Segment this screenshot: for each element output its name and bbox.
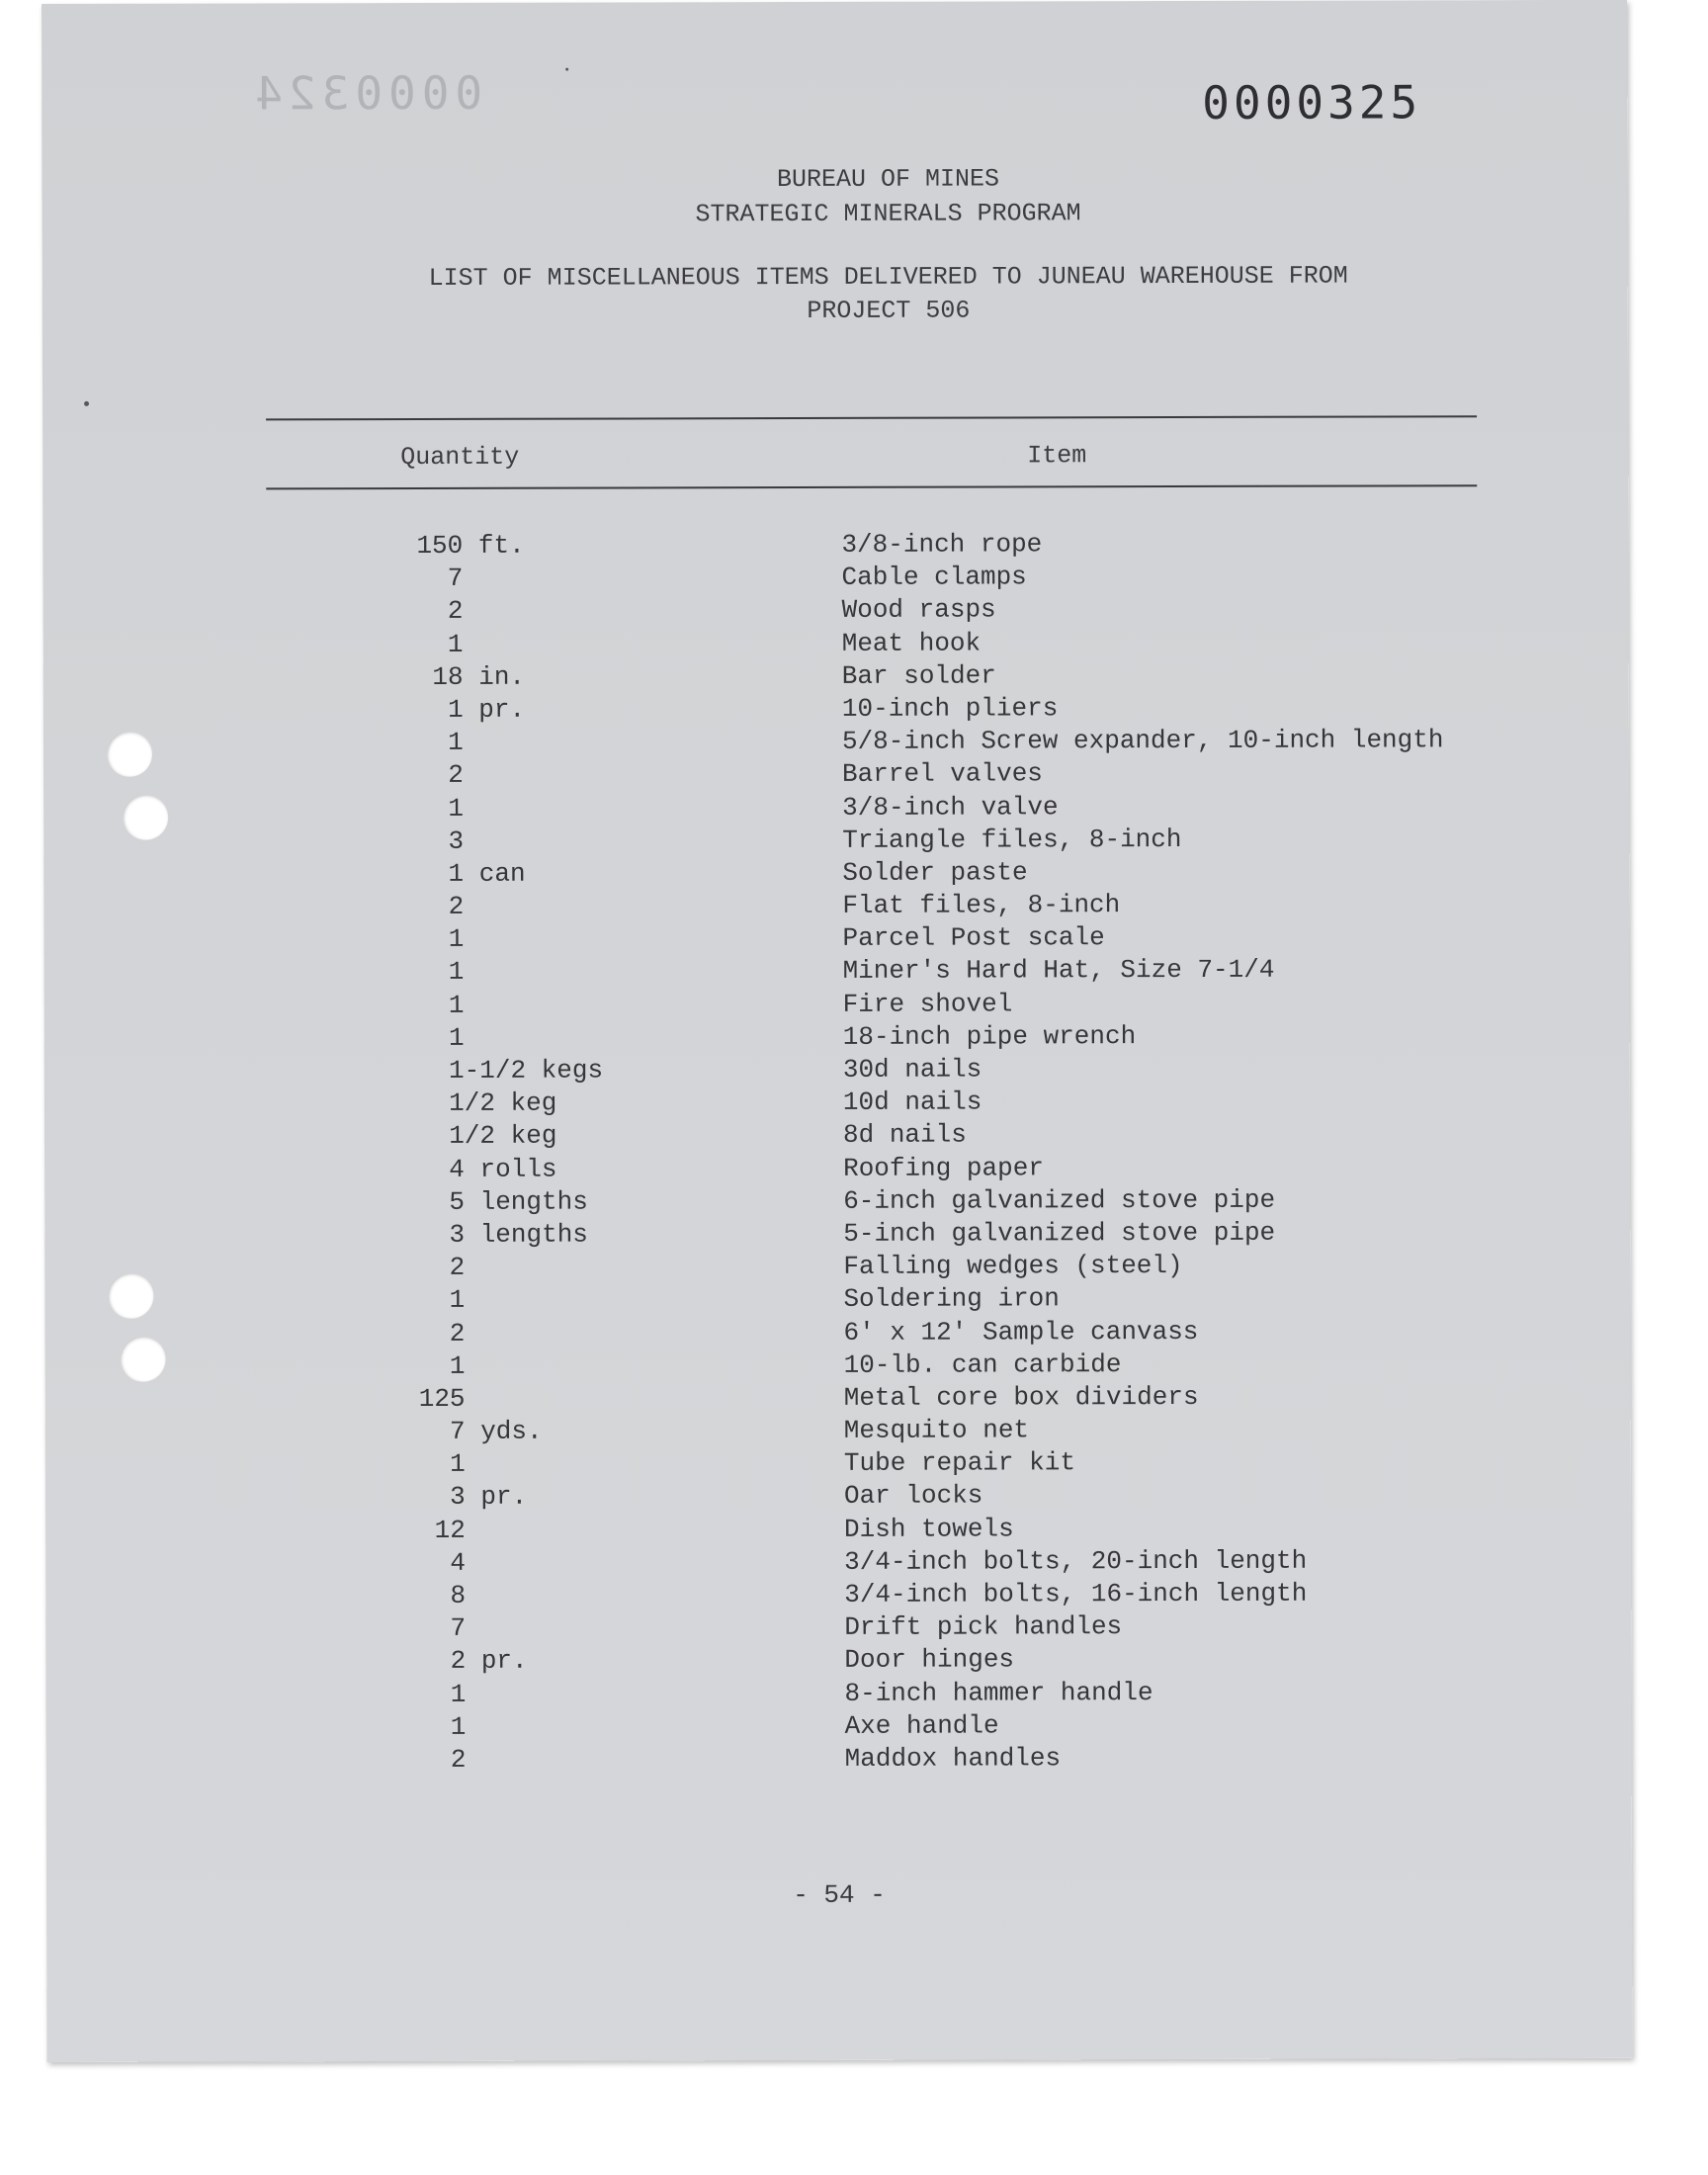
quantity-cell: 2 xyxy=(417,760,464,791)
item-cell: 6' x 12' Sample canvass xyxy=(843,1316,1199,1348)
paper-speck xyxy=(84,401,89,406)
item-cell: Bar solder xyxy=(841,660,996,691)
punch-hole xyxy=(121,1337,166,1382)
item-cell: 5/8-inch Screw expander, 10-inch length xyxy=(841,725,1444,757)
table-row xyxy=(43,856,1629,893)
item-cell: 3/4-inch bolts, 20-inch length xyxy=(844,1545,1308,1577)
quantity-cell: 3 xyxy=(417,826,465,856)
table-row xyxy=(45,1610,1631,1647)
quantity-cell: 4 xyxy=(419,1547,466,1578)
quantity-cell: 150 ft. xyxy=(416,530,525,562)
list-title-project: PROJECT 506 xyxy=(807,296,971,325)
table-row xyxy=(43,528,1628,565)
item-cell: Oar locks xyxy=(843,1480,983,1512)
quantity-cell: 2 xyxy=(418,1253,466,1283)
item-cell: Triangle files, 8-inch xyxy=(842,824,1182,855)
item-cell: Wood rasps xyxy=(841,594,996,626)
item-cell: Meat hook xyxy=(841,628,982,658)
table-row xyxy=(44,1086,1630,1122)
item-cell: 8d nails xyxy=(842,1119,967,1151)
table-row xyxy=(44,1217,1630,1254)
quantity-cell: 7 xyxy=(419,1613,467,1644)
quantity-cell: 1 xyxy=(418,1350,466,1381)
document-number: 0000325 xyxy=(1202,75,1422,130)
item-cell: Maddox handles xyxy=(844,1743,1062,1774)
table-row xyxy=(46,1709,1632,1746)
table-row xyxy=(43,626,1629,662)
quantity-cell: 1 xyxy=(419,1679,467,1709)
item-cell: 10-lb. can carbide xyxy=(843,1348,1122,1380)
quantity-cell: 3 lengths xyxy=(418,1219,588,1250)
item-cell: Parcel Post scale xyxy=(842,922,1105,954)
table-row xyxy=(45,1414,1631,1450)
item-cell: 8-inch hammer handle xyxy=(844,1677,1153,1708)
item-cell: Miner's Hard Hat, Size 7-1/4 xyxy=(842,955,1275,987)
quantity-cell: 8 xyxy=(419,1580,467,1611)
quantity-cell: 1 can xyxy=(417,858,526,889)
item-cell: Drift pick handles xyxy=(844,1611,1123,1643)
table-row xyxy=(44,1118,1630,1155)
item-column-header: Item xyxy=(1027,441,1087,471)
item-cell: 3/8-inch valve xyxy=(842,791,1059,823)
table-row xyxy=(45,1479,1631,1516)
quantity-cell: 1 xyxy=(418,1285,466,1316)
item-cell: Soldering iron xyxy=(843,1283,1060,1315)
quantity-cell: 5 lengths xyxy=(418,1186,588,1217)
punch-hole xyxy=(107,732,152,777)
quantity-cell: 12 xyxy=(419,1515,466,1545)
table-row xyxy=(44,987,1630,1023)
item-cell: 6-inch galvanized stove pipe xyxy=(843,1184,1276,1216)
quantity-cell: 1 xyxy=(417,793,464,824)
table-top-rule xyxy=(266,415,1477,420)
paper-speck xyxy=(565,68,568,71)
document-page xyxy=(42,0,1632,2062)
quantity-cell: 1 xyxy=(419,1711,467,1742)
table-row xyxy=(45,1381,1631,1418)
table-row xyxy=(44,954,1630,991)
item-cell: 30d nails xyxy=(842,1054,982,1085)
item-cell: Door hinges xyxy=(844,1644,1015,1676)
item-cell: Falling wedges (steel) xyxy=(843,1251,1183,1282)
item-cell: Dish towels xyxy=(844,1514,1014,1544)
table-row xyxy=(44,1315,1630,1351)
table-row xyxy=(45,1512,1631,1548)
quantity-cell: 2 xyxy=(417,891,465,922)
quantity-cell: 1 xyxy=(417,924,465,955)
item-cell: Barrel valves xyxy=(842,758,1043,790)
quantity-cell: 1 xyxy=(417,1022,465,1053)
quantity-cell: 2 xyxy=(418,1318,466,1348)
punch-hole xyxy=(123,795,168,840)
table-row xyxy=(43,790,1629,826)
table-row xyxy=(44,1250,1630,1286)
item-cell: Roofing paper xyxy=(843,1152,1044,1183)
agency-heading: BUREAU OF MINES xyxy=(776,164,1000,195)
bleed-through-number: 0000324 xyxy=(249,65,483,121)
quantity-cell: 4 rolls xyxy=(418,1154,557,1184)
punch-hole xyxy=(108,1273,153,1319)
quantity-cell: 1/2 keg xyxy=(417,1088,557,1119)
quantity-cell: 2 xyxy=(419,1744,467,1775)
item-cell: Mesquito net xyxy=(843,1415,1030,1445)
item-cell: 3/4-inch bolts, 16-inch length xyxy=(844,1578,1308,1610)
table-row xyxy=(44,1184,1630,1221)
table-row xyxy=(44,1151,1630,1187)
quantity-cell: 1 xyxy=(418,1449,466,1480)
table-row xyxy=(44,1053,1630,1089)
item-cell: Metal core box dividers xyxy=(843,1381,1199,1413)
table-row xyxy=(43,889,1629,925)
quantity-cell: 1-1/2 kegs xyxy=(417,1055,604,1087)
table-row xyxy=(43,692,1629,729)
table-row xyxy=(46,1742,1632,1779)
table-row xyxy=(44,1020,1630,1057)
table-row xyxy=(45,1578,1631,1614)
item-cell: Cable clamps xyxy=(841,562,1027,593)
quantity-cell: 1 xyxy=(416,629,464,659)
table-header-rule xyxy=(266,484,1477,489)
table-row xyxy=(43,659,1629,696)
page-number: - 54 - xyxy=(793,1879,886,1911)
table-row xyxy=(45,1643,1631,1680)
item-cell: Solder paste xyxy=(842,857,1028,888)
quantity-cell: 1 xyxy=(417,990,465,1020)
quantity-cell: 1 pr. xyxy=(416,694,526,725)
item-cell: Flat files, 8-inch xyxy=(842,890,1121,920)
table-row xyxy=(43,593,1629,630)
item-cell: 18-inch pipe wrench xyxy=(842,1020,1137,1052)
quantity-cell: 3 pr. xyxy=(418,1482,528,1513)
item-cell: Tube repair kit xyxy=(843,1447,1075,1479)
item-cell: Axe handle xyxy=(844,1710,999,1741)
table-row xyxy=(43,921,1629,958)
item-list xyxy=(43,528,1631,1779)
table-row xyxy=(45,1545,1631,1582)
quantity-cell: 7 xyxy=(416,564,464,594)
item-cell: 5-inch galvanized stove pipe xyxy=(843,1217,1276,1249)
table-row xyxy=(43,725,1629,761)
table-row xyxy=(45,1348,1631,1384)
table-row xyxy=(44,1282,1630,1319)
quantity-cell: 18 in. xyxy=(416,661,526,692)
table-row xyxy=(45,1446,1631,1483)
quantity-cell: 1 xyxy=(417,957,465,988)
program-heading: STRATEGIC MINERALS PROGRAM xyxy=(695,199,1081,229)
item-cell: 10-inch pliers xyxy=(841,693,1059,724)
table-row xyxy=(43,561,1628,597)
table-row xyxy=(43,823,1629,859)
item-cell: 3/8-inch rope xyxy=(841,529,1043,560)
quantity-cell: 125 xyxy=(418,1383,466,1414)
quantity-cell: 1 xyxy=(416,728,464,758)
item-cell: 10d nails xyxy=(842,1087,982,1118)
list-title: LIST OF MISCELLANEOUS ITEMS DELIVERED TO JUNEAU WAREHOUSE FROM xyxy=(428,261,1348,293)
quantity-cell: 1/2 keg xyxy=(417,1121,557,1152)
quantity-cell: 2 xyxy=(416,596,464,627)
quantity-cell: 2 pr. xyxy=(419,1646,528,1677)
item-cell: Fire shovel xyxy=(842,989,1013,1019)
table-row xyxy=(45,1676,1631,1712)
table-row xyxy=(43,757,1629,794)
quantity-column-header: Quantity xyxy=(400,442,520,473)
quantity-cell: 7 yds. xyxy=(418,1416,543,1447)
